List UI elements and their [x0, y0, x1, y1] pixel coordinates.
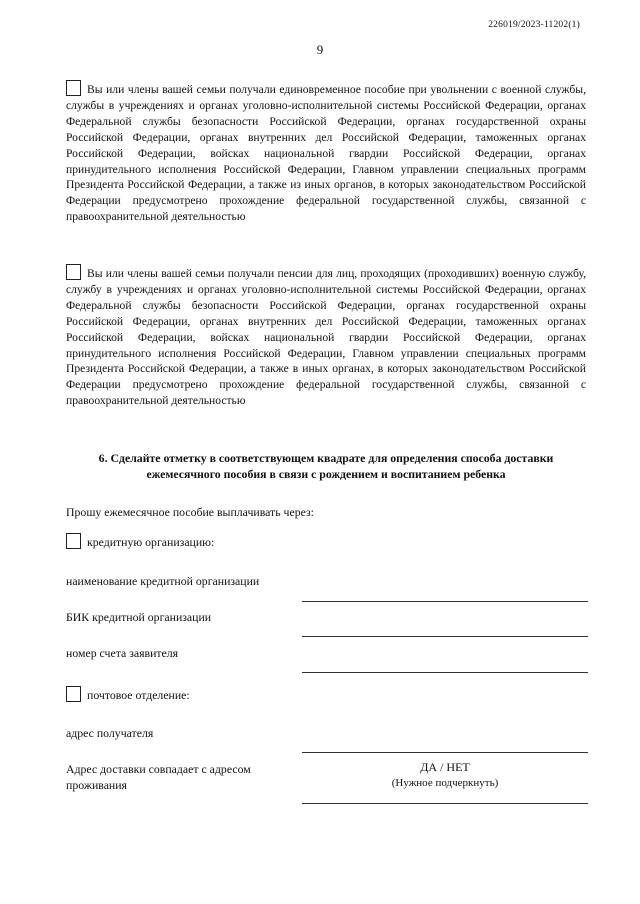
bik-label: БИК кредитной организации: [66, 610, 212, 624]
pension-option: [66, 264, 586, 409]
pension-text: Вы или члены вашей семьи получали пенсии для лиц, проходящих (проходивших) военную службу, службу в учреждениях и органах уголовно-исполнительной системы Российской Федерации, органах Федеральной службы безопасности Российской Федерации, органах государственной охраны Российской Федерации, органах внутренних дел Российской Федерации, таможенных органах Российской Федерации, войсках национальной гвардии Российской Федерации, органах принудительного исполнения Российской Федерации, Главном управлении специальных программ Президента Российской Федерации, а также в иных органах, в которых законодательством Российской Федерации предусмотрено прохождение федеральной государственной службы, связанной с правоохранительной деятельностью: [66, 267, 586, 408]
credit-org-option-label: кредитную организацию:: [87, 535, 215, 549]
underline-hint: (Нужное подчеркнуть): [391, 777, 499, 789]
bik-field[interactable]: [302, 636, 588, 637]
post-office-checkbox[interactable]: [66, 686, 81, 702]
lump-sum-option: [66, 80, 586, 225]
credit-org-option: [66, 533, 214, 550]
credit-org-checkbox[interactable]: [66, 533, 81, 549]
yes-no-choice[interactable]: ДА / НЕТ: [420, 760, 470, 774]
delivery-match-label-line2: проживания: [66, 778, 127, 792]
document-number: 226019/2023-11202(1): [488, 20, 580, 30]
post-office-option: [66, 686, 190, 703]
delivery-intro: Прошу ежемесячное пособие выплачивать через:: [66, 505, 314, 519]
section-6-heading-line1: 6. Сделайте отметку в соответствующем квадрате для определения способа доставки: [98, 451, 554, 465]
recipient-address-label: адрес получателя: [66, 726, 154, 740]
credit-org-name-label: наименование кредитной организации: [66, 574, 260, 588]
page-number: 9: [316, 42, 324, 57]
account-field[interactable]: [302, 672, 588, 673]
section-6-heading: [66, 450, 586, 482]
post-office-option-label: почтовое отделение:: [87, 688, 190, 702]
lump-sum-text: Вы или члены вашей семьи получали единовременное пособие при увольнении с военной службы, службы в учреждениях и органах уголовно-исполнительной системы Российской Федерации, органах Федеральной службы безопасности Российской Федерации, органах государственной охраны Российской Федерации, органах внутренних дел Российской Федерации, таможенных органах Российской Федерации, войсках национальной гвардии Российской Федерации, органах принудительного исполнения Российской Федерации, Главном управлении специальных программ Президента Российской Федерации, а также из иных органов, в которых законодательством Российской Федерации предусмотрено прохождение федеральной государственной службы, связанной с правоохранительной деятельностью: [66, 83, 586, 224]
credit-org-name-field[interactable]: [302, 601, 588, 602]
recipient-address-field[interactable]: [302, 752, 588, 753]
pension-checkbox[interactable]: [66, 264, 81, 280]
delivery-match-label-line1: Адрес доставки совпадает с адресом: [66, 762, 251, 776]
delivery-match-label: [66, 761, 251, 793]
delivery-match-field[interactable]: [302, 803, 588, 804]
section-6-heading-line2: ежемесячного пособия в связи с рождением и воспитанием ребенка: [146, 467, 506, 481]
account-label: номер счета заявителя: [66, 646, 179, 660]
lump-sum-checkbox[interactable]: [66, 80, 81, 96]
